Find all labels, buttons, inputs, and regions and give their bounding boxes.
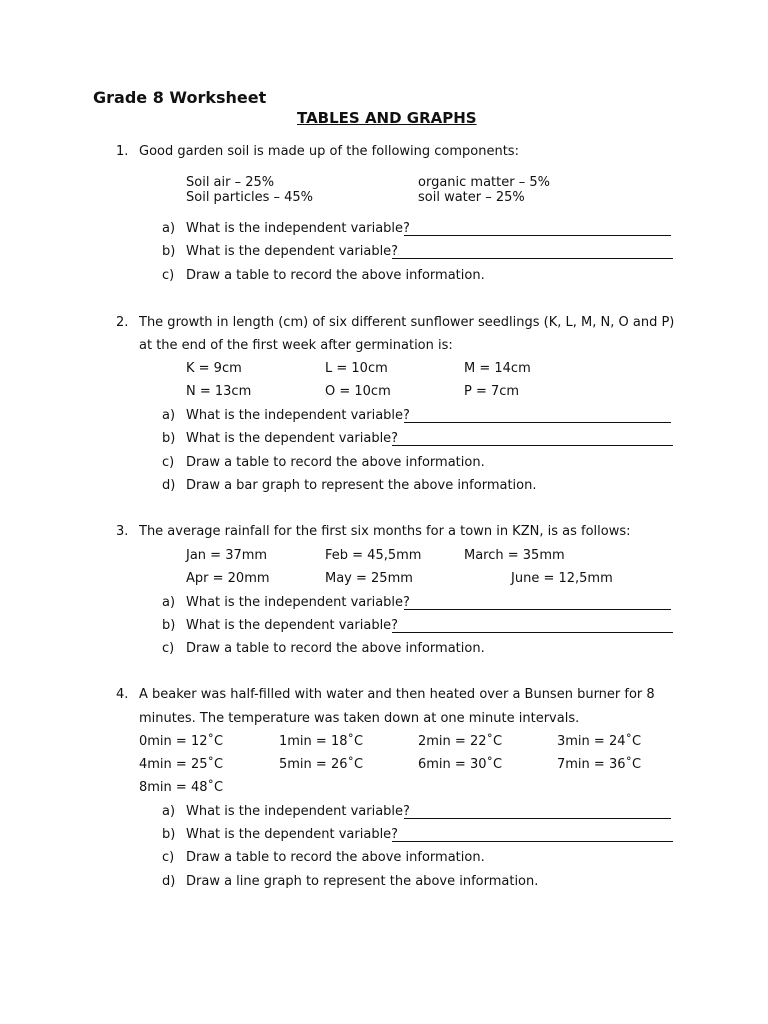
soil-data-item: Soil air – 25% [186,175,275,190]
temperature-data-item: 4min = 25˚C [139,757,224,772]
worksheet-title: Grade 8 Worksheet [93,88,267,107]
answer-blank[interactable] [392,445,673,446]
seedling-data-item: L = 10cm [325,361,388,376]
part-question: What is the dependent variable? [186,431,399,446]
part-letter: b) [162,244,176,259]
part-letter: c) [162,850,175,865]
part-question: Draw a table to record the above information. [186,268,485,283]
temperature-data-item: 2min = 22˚C [418,734,503,749]
part-letter: b) [162,618,176,633]
part-letter: c) [162,455,175,470]
page-heading: TABLES AND GRAPHS [297,109,477,127]
part-letter: a) [162,408,176,423]
temperature-data-item: 8min = 48˚C [139,780,224,795]
part-question: Draw a table to record the above information. [186,455,485,470]
temperature-data-item: 7min = 36˚C [557,757,642,772]
seedling-data-item: P = 7cm [464,384,520,399]
question-number: 2. [116,315,129,330]
question-number: 4. [116,687,129,702]
part-letter: a) [162,804,176,819]
seedling-data-item: M = 14cm [464,361,531,376]
answer-blank[interactable] [404,235,671,236]
part-question: What is the independent variable? [186,408,410,423]
part-letter: a) [162,595,176,610]
soil-data-item: organic matter – 5% [418,175,550,190]
answer-blank[interactable] [392,841,673,842]
part-question: What is the independent variable? [186,221,410,236]
part-question: What is the dependent variable? [186,827,399,842]
answer-blank[interactable] [404,422,671,423]
part-question: Draw a table to record the above information. [186,641,485,656]
part-letter: b) [162,827,176,842]
seedling-data-item: N = 13cm [186,384,252,399]
temperature-data-item: 0min = 12˚C [139,734,224,749]
answer-blank[interactable] [392,258,673,259]
part-letter: d) [162,874,176,889]
part-question: Draw a line graph to represent the above information. [186,874,539,889]
part-question: What is the independent variable? [186,804,410,819]
part-letter: a) [162,221,176,236]
soil-data-item: soil water – 25% [418,190,525,205]
part-letter: b) [162,431,176,446]
temperature-data-item: 3min = 24˚C [557,734,642,749]
answer-blank[interactable] [404,609,671,610]
question-number: 1. [116,144,129,159]
temperature-data-item: 5min = 26˚C [279,757,364,772]
part-question: Draw a table to record the above information. [186,850,485,865]
temperature-data-item: 6min = 30˚C [418,757,503,772]
part-question: What is the independent variable? [186,595,410,610]
question-number: 3. [116,524,129,539]
seedling-data-item: O = 10cm [325,384,391,399]
part-letter: c) [162,268,175,283]
rainfall-data-item: May = 25mm [325,571,413,586]
part-letter: d) [162,478,176,493]
question-prompt: The average rainfall for the first six months for a town in KZN, is as follows: [139,524,631,539]
seedling-data-item: K = 9cm [186,361,242,376]
part-question: Draw a bar graph to represent the above information. [186,478,537,493]
rainfall-data-item: Jan = 37mm [186,548,268,563]
rainfall-data-item: Apr = 20mm [186,571,270,586]
part-question: What is the dependent variable? [186,244,399,259]
answer-blank[interactable] [404,818,671,819]
part-letter: c) [162,641,175,656]
question-prompt: minutes. The temperature was taken down at one minute intervals. [139,711,580,726]
rainfall-data-item: June = 12,5mm [511,571,613,586]
soil-data-item: Soil particles – 45% [186,190,314,205]
rainfall-data-item: March = 35mm [464,548,565,563]
question-prompt: A beaker was half-filled with water and then heated over a Bunsen burner for 8 [139,687,655,702]
question-prompt: at the end of the first week after germination is: [139,338,453,353]
question-prompt: Good garden soil is made up of the following components: [139,144,519,159]
rainfall-data-item: Feb = 45,5mm [325,548,422,563]
answer-blank[interactable] [392,632,673,633]
question-prompt: The growth in length (cm) of six different sunflower seedlings (K, L, M, N, O and P) [139,315,675,330]
temperature-data-item: 1min = 18˚C [279,734,364,749]
part-question: What is the dependent variable? [186,618,399,633]
